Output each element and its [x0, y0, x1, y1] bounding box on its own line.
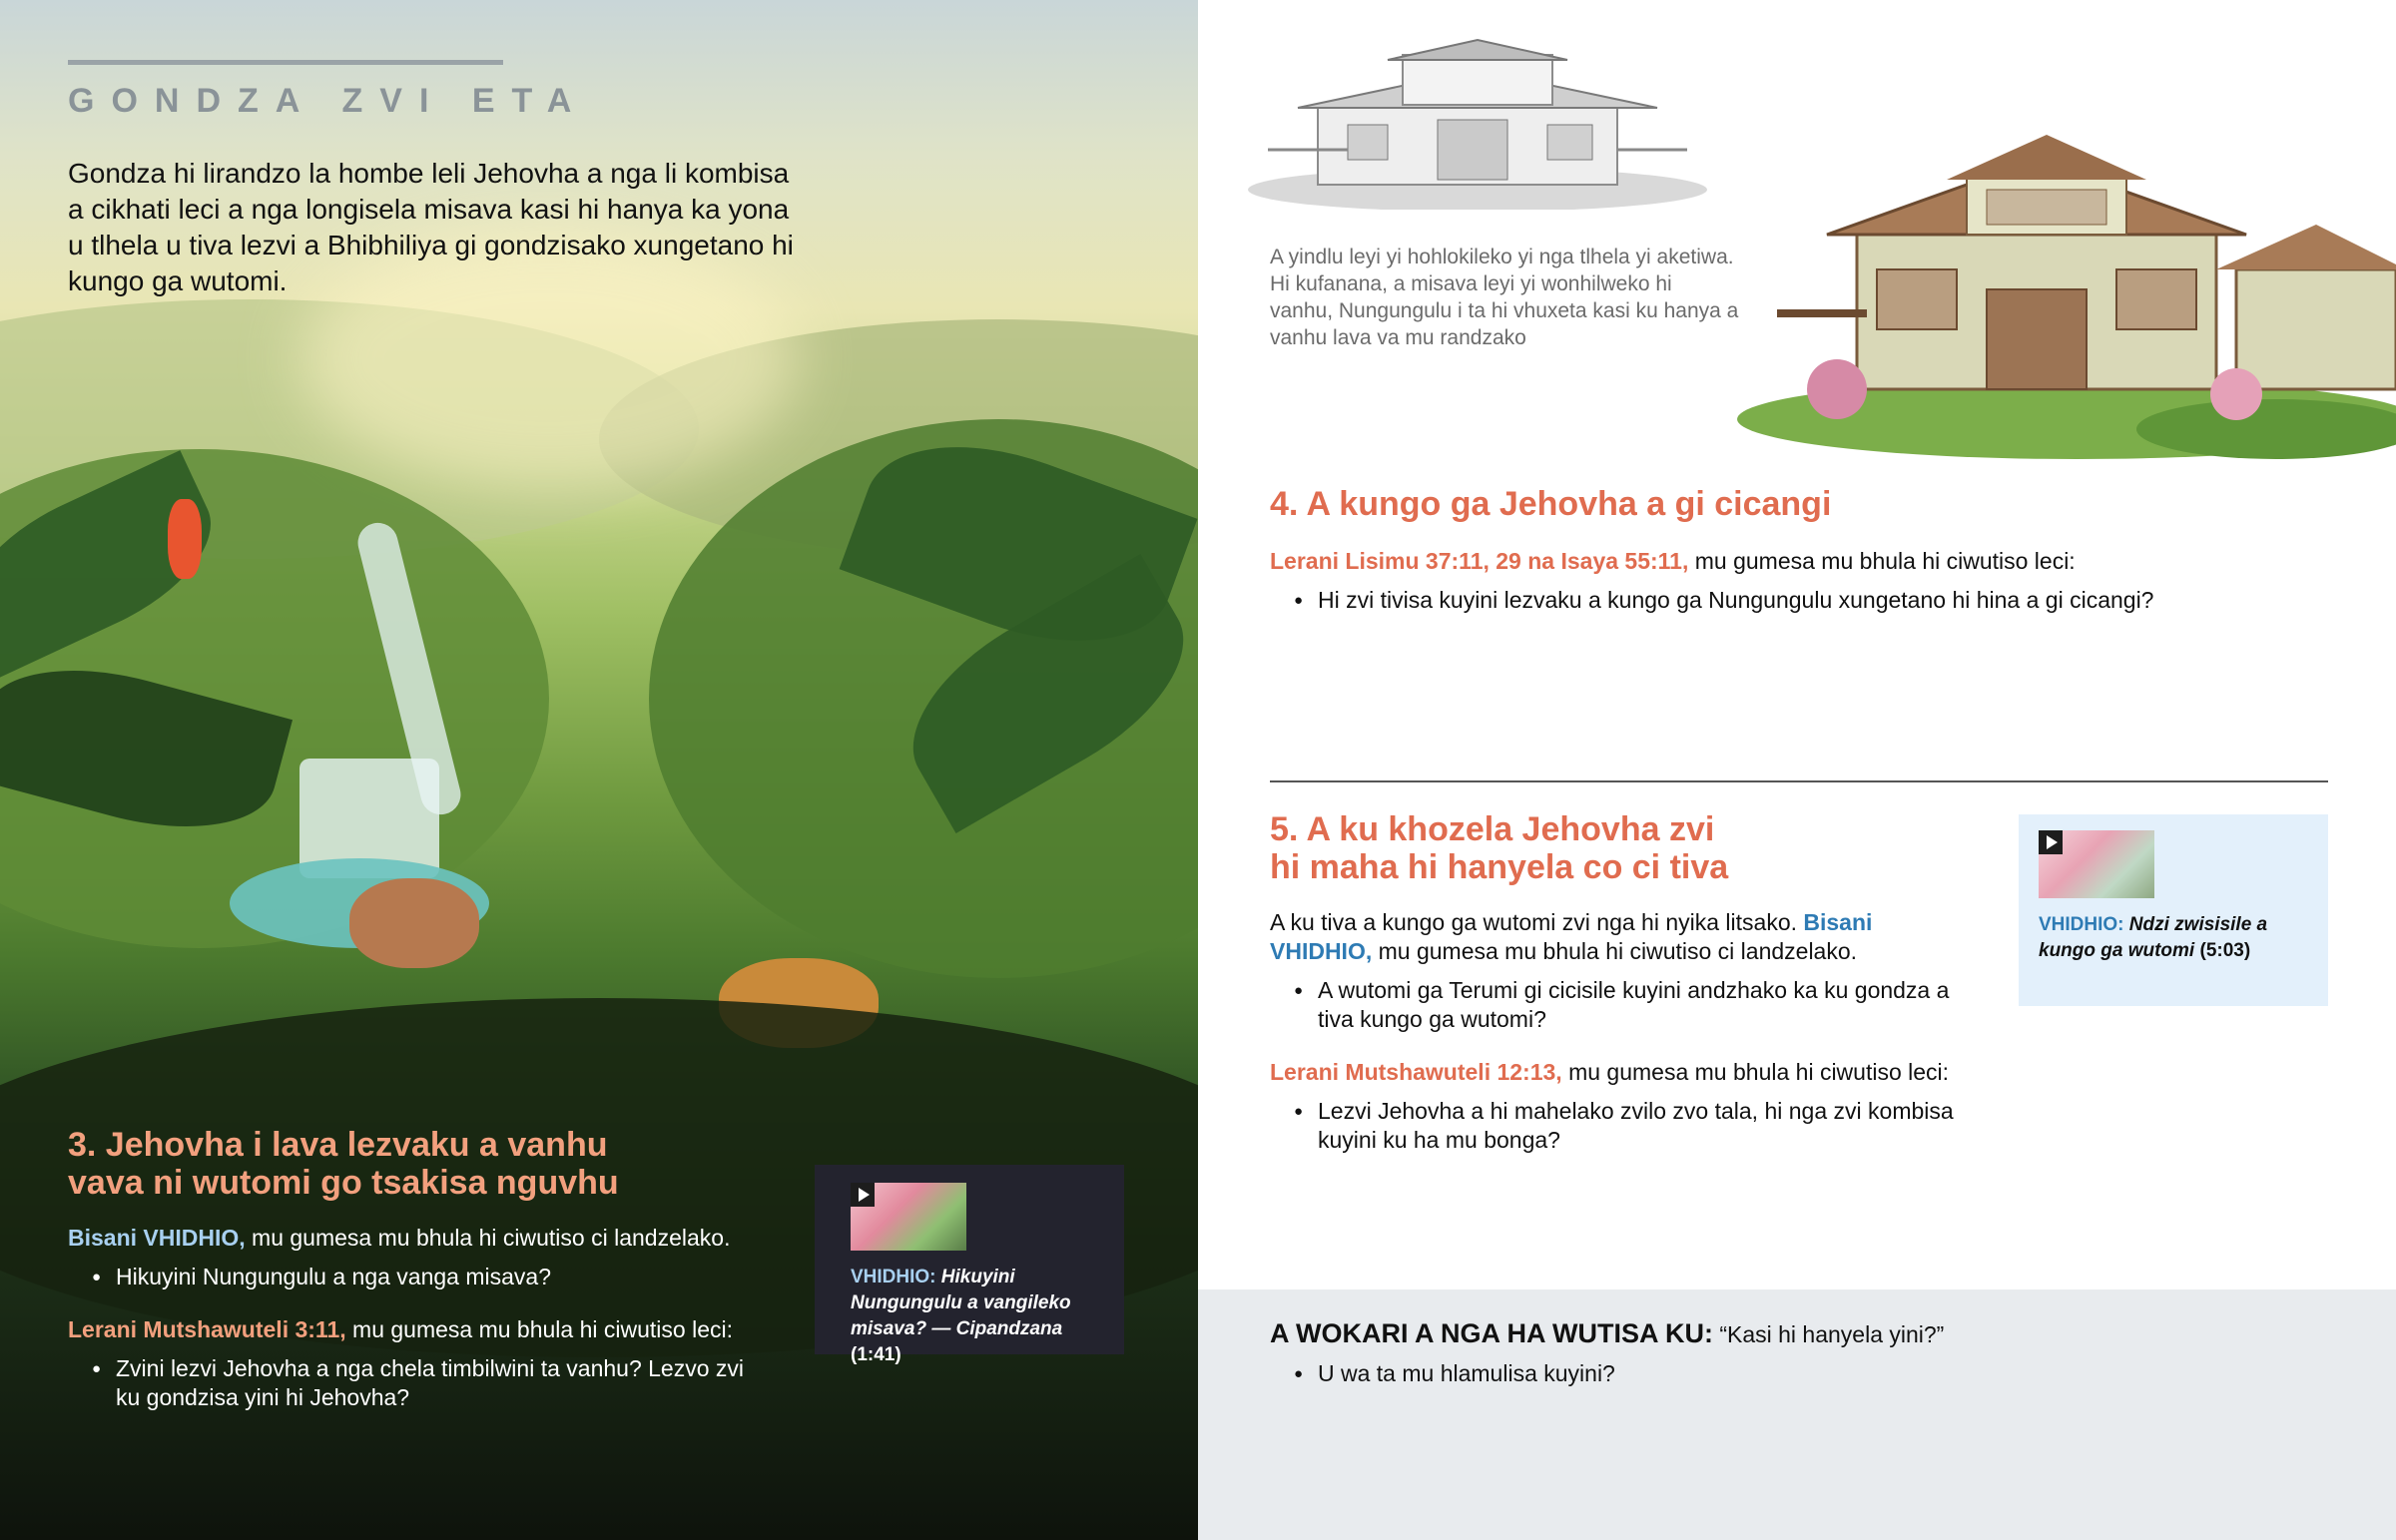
- section-5-para-2: [1270, 1058, 1969, 1087]
- section-3-question-2: ● Zvini lezvi Jehovha a nga chela timbilwini ta vanhu? Lezvo zvi ku gondzisa yini hi Jehovha?: [68, 1354, 767, 1412]
- section-4-para: [1270, 547, 2348, 576]
- objection-line: [1270, 1319, 2328, 1349]
- video-thumbnail-right[interactable]: [2039, 830, 2154, 898]
- section-3-para-2-text: mu gumesa mu bhula hi ciwutiso leci:: [345, 1316, 733, 1342]
- right-page: [1198, 0, 2396, 1540]
- section-3-body: [68, 1224, 767, 1436]
- section-5-para-1: [1270, 908, 1969, 966]
- section-5-para-1-lead: A ku tiva a kungo ga wutomi zvi nga hi nyika litsako.: [1270, 909, 1804, 935]
- video-label: VHIDHIO:: [851, 1267, 936, 1287]
- section-3-para-2: [68, 1315, 767, 1344]
- video-caption-right: [2039, 912, 2318, 964]
- section-3-question-1: ● Hikuyini Nungungulu a nga vanga misava?: [68, 1263, 767, 1291]
- video-title: Hikuyini Nungungulu a vangileko misava? — Cipandzana: [851, 1267, 1071, 1339]
- section-5-question-2: ● Lezvi Jehovha a hi mahelako zvilo zvo tala, hi nga zvi kombisa kuyini ku ha mu bonga?: [1270, 1097, 1969, 1155]
- intro-paragraph: Gondza hi lirandzo la hombe leli Jehovha a nga li kombisa a cikhati leci a nga longisela misava kasi hi hanya ka yona u tlhela u tiva lezvi a Bhibhiliya gi gondzisako xungetano hi kungo ga wutomi.: [68, 158, 794, 296]
- section-5-question-1: ● A wutomi ga Terumi gi cicisile kuyini andzhako ka ku gondza a tiva kungo ga wutomi?: [1270, 976, 1969, 1034]
- objection-heading: A WOKARI A NGA HA WUTISA KU:: [1270, 1318, 1713, 1348]
- scripture-link-ecclesiastes[interactable]: Lerani Mutshawuteli 3:11,: [68, 1316, 346, 1342]
- section-3-heading-line2: vava ni wutomi go tsakisa nguvhu: [68, 1164, 619, 1202]
- section-3-para-1-text: mu gumesa mu bhula hi ciwutiso ci landzelako.: [245, 1225, 731, 1251]
- parrot: [168, 499, 202, 579]
- section-5-heading-line1: 5. A ku khozela Jehovha zvi: [1270, 810, 1715, 848]
- section-4-para-text: mu gumesa mu bhula hi ciwutiso leci:: [1688, 548, 2076, 574]
- restored-house-illustration: [1717, 120, 2396, 469]
- section-5-para-2-text: mu gumesa mu bhula hi ciwutiso leci:: [1561, 1059, 1950, 1085]
- video-duration: (1:41): [851, 1344, 901, 1365]
- watch-video-link-right[interactable]: Bisani VHIDHIO,: [1270, 909, 1873, 964]
- play-icon[interactable]: [2039, 830, 2063, 854]
- watch-video-link[interactable]: Bisani VHIDHIO,: [68, 1225, 246, 1251]
- section-5-heading-line2: hi maha hi hanyela co ci tiva: [1270, 848, 1729, 886]
- section-5-heading: [1270, 810, 1969, 886]
- video-box-left[interactable]: [815, 1165, 1124, 1365]
- section-3-heading: [68, 1126, 707, 1202]
- video-caption-left: [851, 1265, 1110, 1368]
- video-title-right: Ndzi zwisisile a kungo ga wutomi: [2039, 914, 2268, 961]
- section-5-body: [1270, 908, 1969, 1179]
- section-4-body: [1270, 547, 2348, 639]
- section-4-question: ● Hi zvi tivisa kuyini lezvaku a kungo ga Nungungulu xungetano hi hina a gi cicangi?: [1270, 586, 2348, 615]
- overtitle-rule: [68, 60, 503, 65]
- overtitle: GONDZA ZVI ETA: [68, 82, 589, 120]
- couple-figures: [349, 878, 479, 968]
- section-3-para-1: [68, 1224, 767, 1253]
- section-3-heading-line1: 3. Jehovha i lava lezvaku a vanhu: [68, 1126, 608, 1164]
- objection-content: [1270, 1319, 2328, 1412]
- video-duration-right: (5:03): [2199, 940, 2251, 961]
- objection-panel: [1198, 1289, 2396, 1540]
- scripture-link-psalms-isaiah[interactable]: Lerani Lisimu 37:11, 29 na Isaya 55:11,: [1270, 548, 1689, 574]
- play-icon[interactable]: [851, 1183, 875, 1207]
- video-label-right: VHIDHIO:: [2039, 914, 2124, 935]
- damaged-house-illustration: [1238, 30, 1717, 210]
- video-thumbnail[interactable]: [851, 1183, 966, 1251]
- scripture-link-ecclesiastes-12[interactable]: Lerani Mutshawuteli 12:13,: [1270, 1059, 1562, 1085]
- section-divider: [1270, 780, 2328, 782]
- image-caption: A yindlu leyi yi hohlokileko yi nga tlhela yi aketiwa. Hi kufanana, a misava leyi yi wonhilweko hi vanhu, Nungungulu i ta hi vhuxeta kasi ku hanya a vanhu lava va mu randzako: [1270, 246, 1739, 349]
- objection-quote: “Kasi hi hanyela yini?”: [1712, 1321, 1945, 1347]
- objection-question: ● U wa ta mu hlamulisa kuyini?: [1270, 1359, 2328, 1388]
- section-4-heading: 4. A kungo ga Jehovha a gi cicangi: [1270, 485, 1832, 523]
- video-box-right[interactable]: [2019, 814, 2328, 1006]
- section-5-para-1-text: mu gumesa mu bhula hi ciwutiso ci landzelako.: [1372, 938, 1858, 964]
